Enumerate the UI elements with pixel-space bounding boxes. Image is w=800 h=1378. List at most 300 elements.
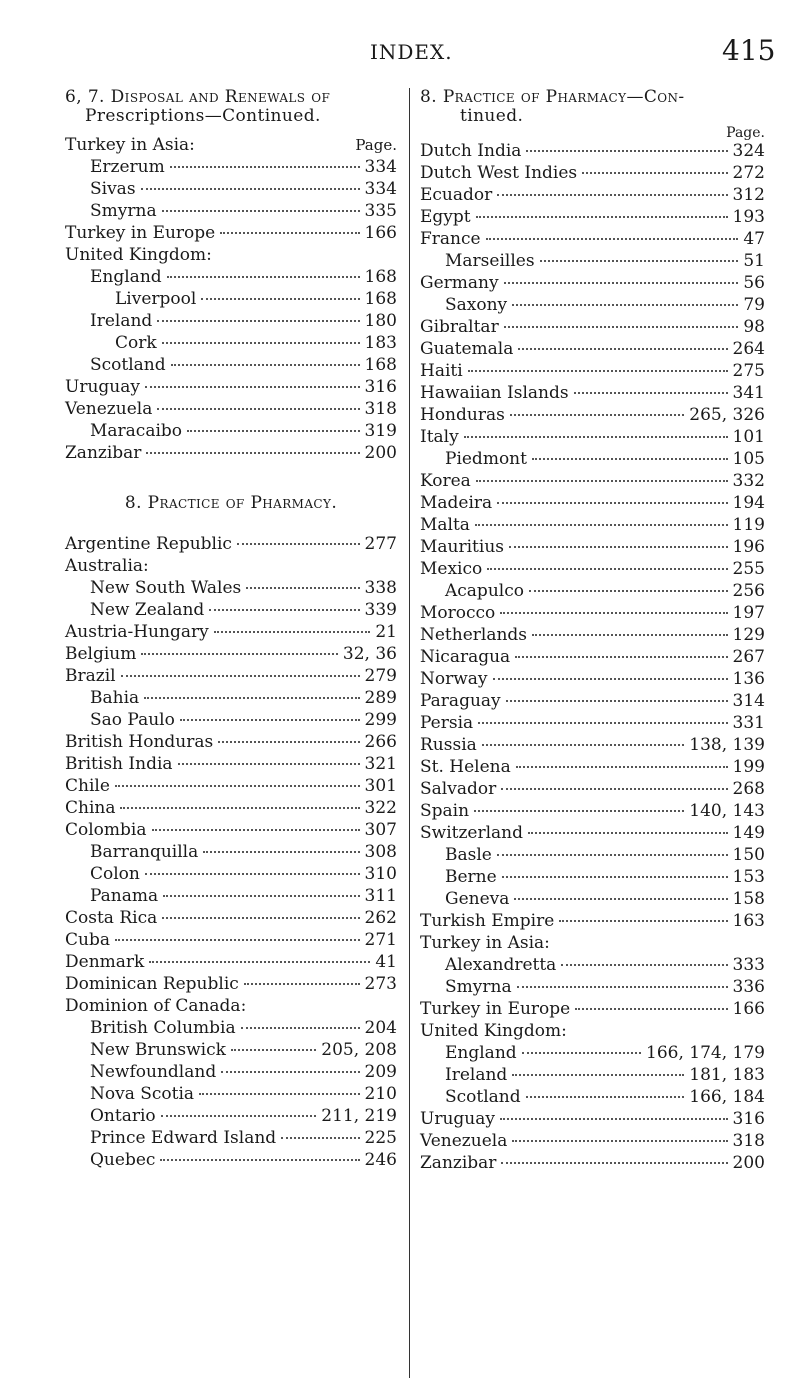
index-entry xyxy=(420,206,765,228)
index-entry-name: New Zealand xyxy=(90,600,205,620)
index-entry-page: 119 xyxy=(732,515,765,535)
index-entry-name: Brazil xyxy=(65,666,116,686)
index-entry-page: 301 xyxy=(364,776,397,796)
index-entry xyxy=(420,822,765,844)
index-entry-page: 307 xyxy=(364,820,397,840)
index-entry-name: Turkey in Asia: xyxy=(420,933,550,953)
index-entry-page: 129 xyxy=(732,625,765,645)
index-entry xyxy=(65,1017,397,1039)
leader-dots xyxy=(141,188,360,190)
index-entry xyxy=(65,929,397,951)
index-entry xyxy=(420,162,765,184)
index-entry xyxy=(65,1105,397,1127)
leader-dots xyxy=(561,964,727,966)
index-entry-name: Maracaibo xyxy=(90,421,183,441)
index-entry-page: 181, 183 xyxy=(689,1065,765,1085)
index-entry-name: Turkey in Europe xyxy=(420,999,571,1019)
leader-dots xyxy=(502,876,728,878)
leader-dots xyxy=(493,678,728,680)
index-entry-name: England xyxy=(90,267,162,287)
index-entry-page: 205, 208 xyxy=(321,1040,397,1060)
index-entry-name: British Columbia xyxy=(90,1018,236,1038)
leader-dots xyxy=(515,656,727,658)
index-entry xyxy=(420,976,765,998)
leader-dots xyxy=(146,452,359,454)
index-entry-name: Uruguay xyxy=(65,377,140,397)
index-entry-page: 265, 326 xyxy=(689,405,765,425)
leader-dots xyxy=(518,348,727,350)
index-entry xyxy=(65,665,397,687)
index-entry xyxy=(65,376,397,398)
index-entry-page: 299 xyxy=(364,710,397,730)
index-entry-page: 334 xyxy=(364,157,397,177)
index-entry-page: 339 xyxy=(364,600,397,620)
index-entry-name: Uruguay xyxy=(420,1109,495,1129)
index-entry xyxy=(420,382,765,404)
index-entry xyxy=(65,643,397,665)
index-entry-page: 138, 139 xyxy=(689,735,765,755)
leader-dots xyxy=(171,364,360,366)
leader-dots xyxy=(468,370,728,372)
index-entry-name: British India xyxy=(65,754,173,774)
leader-dots xyxy=(497,502,727,504)
index-entry-name: Dominion of Canada: xyxy=(65,996,247,1016)
index-entry-page: 312 xyxy=(732,185,765,205)
index-entry-name: New Brunswick xyxy=(90,1040,226,1060)
index-entry-name: Nicaragua xyxy=(420,647,511,667)
leader-dots xyxy=(162,210,360,212)
leader-dots xyxy=(464,436,728,438)
leader-dots xyxy=(497,854,728,856)
index-list-pharmacy xyxy=(65,533,397,1171)
index-entry-page: 200 xyxy=(732,1153,765,1173)
index-entry xyxy=(420,998,765,1020)
leader-dots xyxy=(497,194,727,196)
index-entry xyxy=(65,819,397,841)
leader-dots xyxy=(526,150,727,152)
index-entry xyxy=(420,470,765,492)
section-title-pharmacy-continued xyxy=(420,88,765,126)
index-entry-name: Quebec xyxy=(90,1150,156,1170)
index-entry-name: Netherlands xyxy=(420,625,528,645)
index-entry-name: Dutch India xyxy=(420,141,522,161)
index-entry-name: Barranquilla xyxy=(90,842,199,862)
index-entry-page: 101 xyxy=(732,427,765,447)
index-entry xyxy=(420,338,765,360)
section-title-line: tinued. xyxy=(460,106,524,126)
index-entry xyxy=(420,1064,765,1086)
index-entry-name: Korea xyxy=(420,471,471,491)
index-entry xyxy=(65,995,397,1017)
index-entry-page: 79 xyxy=(743,295,765,315)
leader-dots xyxy=(559,920,727,922)
index-entry-name: Argentine Republic xyxy=(65,534,232,554)
index-entry xyxy=(65,621,397,643)
leader-dots xyxy=(218,741,359,743)
index-entry xyxy=(65,288,397,310)
index-entry-name: Panama xyxy=(90,886,159,906)
index-entry-name: Erzerum xyxy=(90,157,165,177)
index-entry-name: United Kingdom: xyxy=(65,245,212,265)
index-entry-name: Sivas xyxy=(90,179,136,199)
leader-dots xyxy=(529,590,728,592)
leader-dots xyxy=(478,722,727,724)
index-entry-name: Chile xyxy=(65,776,110,796)
index-entry xyxy=(65,841,397,863)
leader-dots xyxy=(203,851,359,853)
index-entry-name: Venezuela xyxy=(65,399,153,419)
index-entry-name: Alexandretta xyxy=(445,955,557,975)
index-entry-name: New South Wales xyxy=(90,578,242,598)
index-entry-name: Russia xyxy=(420,735,477,755)
leader-dots xyxy=(160,1159,359,1161)
index-entry-name: Berne xyxy=(445,867,497,887)
index-entry xyxy=(420,1152,765,1174)
leader-dots xyxy=(152,829,360,831)
index-entry-name: Mexico xyxy=(420,559,483,579)
leader-dots xyxy=(476,480,728,482)
index-entry-name: Germany xyxy=(420,273,499,293)
index-entry-name: British Honduras xyxy=(65,732,214,752)
index-entry-page: 266 xyxy=(364,732,397,752)
index-entry-page: 308 xyxy=(364,842,397,862)
index-entry-page: 211, 219 xyxy=(321,1106,397,1126)
index-entry-page: 98 xyxy=(743,317,765,337)
index-entry xyxy=(420,624,765,646)
index-entry xyxy=(65,951,397,973)
index-entry-name: Paraguay xyxy=(420,691,501,711)
leader-dots xyxy=(517,986,728,988)
index-entry-page: 168 xyxy=(364,355,397,375)
index-entry xyxy=(420,778,765,800)
index-entry-page: 334 xyxy=(364,179,397,199)
index-entry-name: Cuba xyxy=(65,930,110,950)
leader-dots xyxy=(500,612,727,614)
index-entry-page: 335 xyxy=(364,201,397,221)
index-entry xyxy=(420,954,765,976)
section-title-pharmacy: 8. Practice of Pharmacy. xyxy=(124,493,338,513)
index-entry-page: 316 xyxy=(364,377,397,397)
index-entry-name: China xyxy=(65,798,116,818)
index-entry-name: Madeira xyxy=(420,493,493,513)
index-entry-name: Australia: xyxy=(65,556,149,576)
leader-dots xyxy=(180,719,360,721)
index-entry xyxy=(65,134,397,156)
index-entry xyxy=(420,910,765,932)
leader-dots xyxy=(514,898,727,900)
leader-dots xyxy=(509,546,728,548)
page-column-label: Page. xyxy=(726,125,765,141)
index-list-disposal xyxy=(65,134,397,464)
index-entry-page: 336 xyxy=(732,977,765,997)
index-entry xyxy=(65,775,397,797)
leader-dots xyxy=(487,568,727,570)
index-entry xyxy=(65,156,397,178)
index-entry-name: Austria-Hungary xyxy=(65,622,209,642)
index-entry xyxy=(65,973,397,995)
index-entry-page: 341 xyxy=(732,383,765,403)
index-entry xyxy=(420,844,765,866)
index-entry-name: Turkey in Europe xyxy=(65,223,216,243)
index-entry-page: 163 xyxy=(732,911,765,931)
leader-dots xyxy=(512,1074,684,1076)
index-entry-page: 204 xyxy=(364,1018,397,1038)
index-entry-page: 51 xyxy=(743,251,765,271)
index-entry xyxy=(420,294,765,316)
leader-dots xyxy=(221,1071,359,1073)
index-entry xyxy=(420,1086,765,1108)
index-entry-name: Costa Rica xyxy=(65,908,158,928)
index-entry-name: Hawaiian Islands xyxy=(420,383,569,403)
leader-dots xyxy=(144,697,359,699)
index-entry-page: 136 xyxy=(732,669,765,689)
index-entry xyxy=(65,753,397,775)
index-entry-name: Malta xyxy=(420,515,470,535)
index-entry-name: Cork xyxy=(115,333,157,353)
leader-dots xyxy=(231,1049,316,1051)
leader-dots xyxy=(209,609,359,611)
index-entry-page: 197 xyxy=(732,603,765,623)
index-entry-page: 41 xyxy=(375,952,397,972)
index-entry xyxy=(420,888,765,910)
index-entry-name: Marseilles xyxy=(445,251,535,271)
leader-dots xyxy=(510,414,684,416)
leader-dots xyxy=(121,675,360,677)
index-entry-name: Mauritius xyxy=(420,537,504,557)
index-entry-page: 271 xyxy=(364,930,397,950)
index-entry-name: Ireland xyxy=(445,1065,508,1085)
leader-dots xyxy=(486,238,739,240)
index-entry-page: 264 xyxy=(732,339,765,359)
leader-dots xyxy=(574,392,728,394)
index-entry-page: 310 xyxy=(364,864,397,884)
leader-dots xyxy=(157,408,359,410)
index-entry xyxy=(65,332,397,354)
leader-dots xyxy=(476,216,728,218)
leader-dots xyxy=(214,631,371,633)
index-entry-page: 268 xyxy=(732,779,765,799)
index-entry-name: Gibraltar xyxy=(420,317,499,337)
index-entry xyxy=(65,222,397,244)
index-entry xyxy=(65,1083,397,1105)
index-entry xyxy=(420,690,765,712)
index-entry-name: Piedmont xyxy=(445,449,527,469)
index-entry-name: Italy xyxy=(420,427,459,447)
page-title: INDEX. xyxy=(370,40,453,64)
index-list-pharmacy-continued xyxy=(420,140,765,1174)
leader-dots xyxy=(482,744,685,746)
leader-dots xyxy=(157,320,359,322)
index-entry-name: Persia xyxy=(420,713,474,733)
leader-dots xyxy=(582,172,727,174)
index-entry xyxy=(420,646,765,668)
index-entry xyxy=(65,354,397,376)
index-entry-name: Zanzibar xyxy=(420,1153,497,1173)
leader-dots xyxy=(474,810,684,812)
index-entry xyxy=(65,200,397,222)
index-entry-page: 311 xyxy=(364,886,397,906)
leader-dots xyxy=(120,807,359,809)
leader-dots xyxy=(475,524,728,526)
index-entry xyxy=(420,668,765,690)
index-entry-page: 289 xyxy=(364,688,397,708)
index-entry-page: 168 xyxy=(364,267,397,287)
leader-dots xyxy=(161,1115,317,1117)
index-entry xyxy=(420,140,765,162)
leader-dots xyxy=(163,895,359,897)
leader-dots xyxy=(162,342,360,344)
index-entry-page: 149 xyxy=(732,823,765,843)
index-entry xyxy=(65,797,397,819)
index-entry-name: Denmark xyxy=(65,952,145,972)
leader-dots xyxy=(516,766,728,768)
index-entry-name: Egypt xyxy=(420,207,471,227)
index-entry xyxy=(65,244,397,266)
index-entry xyxy=(65,1061,397,1083)
index-entry xyxy=(420,712,765,734)
leader-dots xyxy=(512,304,738,306)
leader-dots xyxy=(500,1118,728,1120)
index-entry-name: Dutch West Indies xyxy=(420,163,578,183)
index-entry xyxy=(65,555,397,577)
leader-dots xyxy=(281,1137,359,1139)
index-entry-page: 32, 36 xyxy=(342,644,397,664)
index-entry-page: 180 xyxy=(364,311,397,331)
index-entry-name: Sao Paulo xyxy=(90,710,175,730)
index-entry xyxy=(65,731,397,753)
leader-dots xyxy=(149,961,370,963)
index-entry-page: 279 xyxy=(364,666,397,686)
leader-dots xyxy=(187,430,360,432)
leader-dots xyxy=(220,232,359,234)
index-entry-name: Turkish Empire xyxy=(420,911,555,931)
leader-dots xyxy=(504,282,739,284)
index-entry-name: England xyxy=(445,1043,517,1063)
index-entry-page: 321 xyxy=(364,754,397,774)
index-entry-name: Guatemala xyxy=(420,339,514,359)
index-entry xyxy=(420,756,765,778)
index-entry-page: 324 xyxy=(732,141,765,161)
index-entry xyxy=(65,577,397,599)
index-entry xyxy=(420,272,765,294)
leader-dots xyxy=(115,939,360,941)
index-entry-page: 166, 184 xyxy=(689,1087,765,1107)
index-entry-name: Saxony xyxy=(445,295,508,315)
index-entry xyxy=(420,800,765,822)
index-entry-name: Zanzibar xyxy=(65,443,142,463)
index-entry xyxy=(65,863,397,885)
index-entry-name: Belgium xyxy=(65,644,137,664)
index-entry-name: Dominican Republic xyxy=(65,974,239,994)
index-entry xyxy=(420,602,765,624)
leader-dots xyxy=(178,763,360,765)
index-entry-page: 21 xyxy=(375,622,397,642)
index-entry-page: 314 xyxy=(732,691,765,711)
index-entry xyxy=(420,492,765,514)
index-entry-page: 338 xyxy=(364,578,397,598)
leader-dots xyxy=(512,1140,727,1142)
index-entry-page: 332 xyxy=(732,471,765,491)
index-entry-name: Nova Scotia xyxy=(90,1084,195,1104)
index-entry-page: 166 xyxy=(364,223,397,243)
index-entry-page: 209 xyxy=(364,1062,397,1082)
index-entry-page: 272 xyxy=(732,163,765,183)
index-entry xyxy=(65,310,397,332)
index-entry xyxy=(65,1127,397,1149)
index-entry-name: St. Helena xyxy=(420,757,511,777)
index-entry xyxy=(65,266,397,288)
index-entry-name: Honduras xyxy=(420,405,505,425)
index-entry xyxy=(65,420,397,442)
index-entry-name: France xyxy=(420,229,481,249)
index-entry-name: Morocco xyxy=(420,603,496,623)
index-entry-page: 210 xyxy=(364,1084,397,1104)
index-entry-name: Prince Edward Island xyxy=(90,1128,277,1148)
index-entry xyxy=(420,184,765,206)
index-entry-page: 331 xyxy=(732,713,765,733)
index-entry-page: 256 xyxy=(732,581,765,601)
index-entry-page: 318 xyxy=(732,1131,765,1151)
index-entry-page: 150 xyxy=(732,845,765,865)
leader-dots xyxy=(244,983,360,985)
index-entry-page: 194 xyxy=(732,493,765,513)
index-entry-page: 199 xyxy=(732,757,765,777)
index-entry-name: Acapulco xyxy=(445,581,524,601)
leader-dots xyxy=(145,873,360,875)
index-entry xyxy=(420,448,765,470)
index-entry-name: Ontario xyxy=(90,1106,156,1126)
index-entry-name: Scotland xyxy=(445,1087,521,1107)
index-entry xyxy=(65,907,397,929)
index-entry xyxy=(65,533,397,555)
index-entry xyxy=(420,1042,765,1064)
index-entry xyxy=(65,709,397,731)
index-entry-page: 168 xyxy=(364,289,397,309)
index-entry-page: 333 xyxy=(732,955,765,975)
index-entry-name: Ireland xyxy=(90,311,153,331)
index-entry-name: Ecuador xyxy=(420,185,493,205)
index-entry-page: 273 xyxy=(364,974,397,994)
index-entry-name: Scotland xyxy=(90,355,166,375)
index-entry xyxy=(65,398,397,420)
index-entry xyxy=(65,1039,397,1061)
index-entry xyxy=(420,866,765,888)
index-entry xyxy=(65,885,397,907)
index-entry xyxy=(420,1130,765,1152)
leader-dots xyxy=(246,587,359,589)
index-entry xyxy=(420,250,765,272)
index-entry-page: 318 xyxy=(364,399,397,419)
leader-dots xyxy=(141,653,338,655)
index-entry-page: 47 xyxy=(743,229,765,249)
leader-dots xyxy=(199,1093,359,1095)
column-divider xyxy=(409,88,410,1378)
index-entry-page: 196 xyxy=(732,537,765,557)
index-entry-name: Geneva xyxy=(445,889,510,909)
index-entry xyxy=(420,1108,765,1130)
index-entry-name: Basle xyxy=(445,845,492,865)
index-entry-page: 275 xyxy=(732,361,765,381)
leader-dots xyxy=(501,788,727,790)
index-entry-name: Haiti xyxy=(420,361,463,381)
leader-dots xyxy=(115,785,360,787)
index-entry-page: 158 xyxy=(732,889,765,909)
leader-dots xyxy=(201,298,359,300)
index-entry xyxy=(420,360,765,382)
index-entry xyxy=(65,599,397,621)
index-entry-page: 246 xyxy=(364,1150,397,1170)
index-entry xyxy=(65,178,397,200)
